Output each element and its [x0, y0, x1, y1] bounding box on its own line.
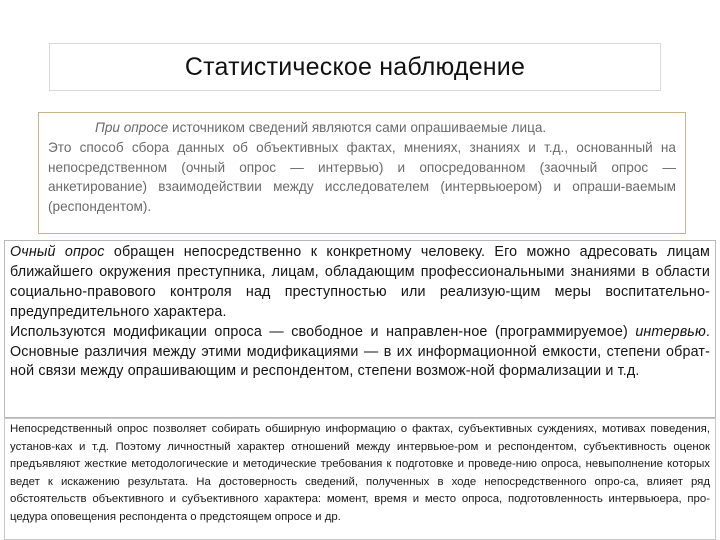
- interview-term: интервью: [635, 323, 706, 340]
- in-person-survey-block: [4, 240, 716, 418]
- slide-title: Статистическое наблюдение: [184, 52, 526, 81]
- survey-definition-block: [38, 112, 686, 234]
- slide-title-box: [49, 43, 661, 91]
- survey-term: При опросе: [95, 120, 169, 135]
- in-person-survey-text: обращен непосредственно к конкретному человеку. Его можно адресовать лицам ближайшего окружения преступника, лицам, обладающим профессиональными знаниями в области социально-правового контроля над преступностью или реализую-щим меры воспитательно-предупредительного характера.: [10, 244, 710, 320]
- survey-modifications-start: Используются модификации опроса — свободное и направлен-ное (программируемое): [10, 323, 636, 340]
- survey-modifications-paragraph: [10, 323, 710, 383]
- direct-survey-text: Непосредственный опрос позволяет собирать обширную информацию о фактах, субъективных суждениях, мотивах поведения, установ-ках и т.д. Поэтому личностный характер отношений между интервьюе-ром и респондентом, субъективность оценок предъявляют жесткие методологические и методические требования к подготовке и проведе-нию опроса, невыполнение которых ведет к искажению результата. На достоверность сведений, полученных в ходе непосредственного опро-са, влияет ряд обстоятельств объективного и субъективного характера: момент, время и место опроса, подготовленность интервьюера, про-цедура оповещения респондента о предстоящем опросе и др.: [10, 423, 710, 523]
- survey-modifications-rest: . Основные различия между этими модификациями — в их информационной емкости, степени обрат-ной связи между опрашивающим и респондентом, степени возмож-ной формализации и т.д.: [10, 323, 710, 380]
- in-person-survey-paragraph: [10, 243, 710, 323]
- survey-lead-line: [48, 118, 676, 138]
- in-person-survey-term: Очный опрос: [10, 244, 105, 260]
- direct-survey-block: [4, 418, 716, 540]
- survey-definition-text: Это способ сбора данных об объективных фактах, мнениях, знаниях и т.д., основанный на непосредственном (очный опрос — интервью) и опосредованном (заочный опрос — анкетирование) взаимодействии между исследователем (интервьюером) и опраши-ваемым (респондентом).: [48, 139, 676, 215]
- survey-lead-text: источником сведений являются сами опрашиваемые лица.: [168, 120, 547, 135]
